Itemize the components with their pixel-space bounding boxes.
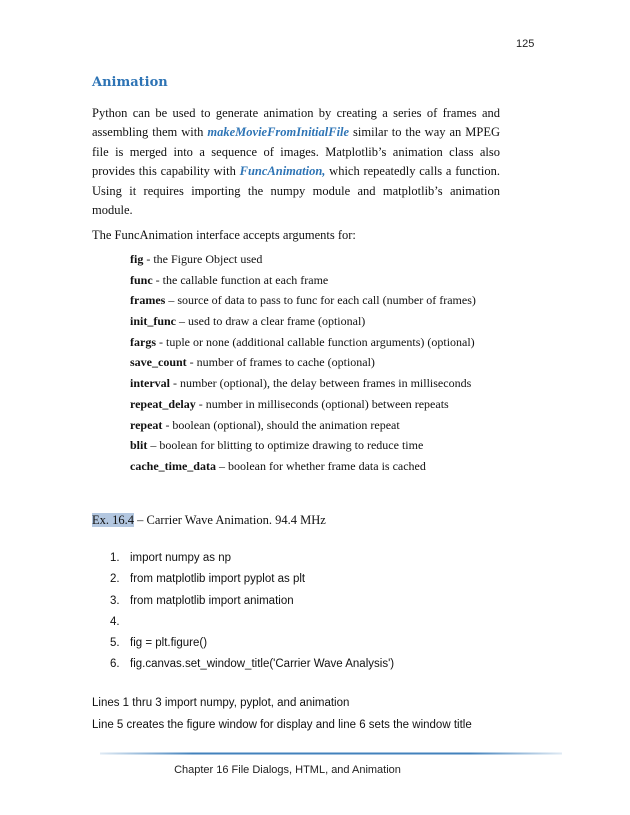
argument-desc: - the Figure Object used — [143, 252, 263, 266]
line-number: 4. — [110, 615, 120, 628]
argument-name: save_count — [130, 355, 187, 370]
argument-item — [130, 437, 476, 458]
example-caption — [92, 513, 326, 528]
intro-text-2: similar to the way an MPEG file is merged into a sequence of images. Matplotlib’s animation class also provides this capability with — [92, 125, 500, 179]
code-text: from matplotlib import pyplot as plt — [130, 573, 306, 586]
argument-desc: - boolean (optional), should the animation repeat — [162, 417, 400, 432]
code-line — [110, 656, 394, 677]
argument-item — [130, 354, 476, 375]
intro-emphasis-1: makeMovieFromInitialFile — [207, 125, 350, 140]
argument-name: fig — [130, 252, 144, 266]
code-line — [110, 550, 394, 571]
argument-item — [130, 417, 476, 438]
code-line — [110, 593, 394, 614]
argument-item — [130, 396, 476, 417]
code-line — [110, 571, 394, 592]
arguments-intro: The FuncAnimation interface accepts arguments for: — [92, 228, 356, 242]
argument-name: repeat — [130, 417, 163, 432]
argument-desc: - tuple or none (additional callable function arguments) (optional) — [156, 334, 475, 349]
intro-text-3: which repeatedly calls a function. Using it requires importing the numpy module and matplotlib’s animation module. — [92, 164, 500, 218]
argument-name: func — [130, 272, 153, 287]
argument-name: repeat_delay — [130, 396, 196, 411]
line-number: 2. — [110, 573, 120, 586]
line-number: 1. — [110, 552, 120, 564]
code-text: import numpy as np — [130, 552, 231, 564]
code-text: fig.canvas.set_window_title('Carrier Wave Analysis') — [130, 658, 395, 671]
intro-emphasis-2: FuncAnimation, — [239, 164, 326, 179]
argument-name: frames — [130, 293, 166, 308]
footer-divider — [100, 752, 562, 755]
code-notes — [92, 697, 472, 741]
intro-text-1: Python can be used to generate animation by creating a series of frames and assembling them with — [92, 106, 500, 140]
argument-item — [130, 375, 476, 396]
argument-item — [130, 251, 476, 272]
argument-item — [130, 292, 476, 313]
argument-desc: – boolean for blitting to optimize drawing to reduce time — [147, 438, 424, 453]
argument-item — [130, 458, 476, 479]
argument-name: interval — [130, 376, 170, 391]
code-text: fig = plt.figure() — [130, 637, 208, 650]
argument-desc: - number of frames to cache (optional) — [186, 355, 375, 370]
line-number: 6. — [110, 658, 120, 671]
arguments-list — [130, 251, 476, 479]
argument-item — [130, 272, 476, 293]
argument-name: cache_time_data — [130, 458, 216, 473]
argument-name: init_func — [130, 314, 177, 329]
page-number: 125 — [516, 38, 535, 50]
example-label: Ex. 16.4 — [92, 513, 135, 527]
note-line: Lines 1 thru 3 import numpy, pyplot, and animation — [92, 697, 350, 709]
argument-desc: – source of data to pass to func for each call (number of frames) — [165, 293, 476, 308]
line-number: 5. — [110, 637, 120, 650]
argument-name: blit — [130, 438, 148, 453]
argument-desc: - number (optional), the delay between frames in milliseconds — [170, 376, 472, 391]
line-number: 3. — [110, 594, 120, 607]
code-listing — [110, 550, 394, 678]
section-heading: Animation — [92, 75, 168, 90]
argument-desc: – used to draw a clear frame (optional) — [176, 314, 366, 329]
intro-paragraph — [92, 104, 500, 220]
example-title: – Carrier Wave Animation. 94.4 MHz — [134, 513, 326, 527]
code-text: from matplotlib import animation — [130, 594, 294, 607]
argument-desc: - number in milliseconds (optional) between repeats — [195, 396, 449, 411]
note-line: Line 5 creates the figure window for display and line 6 sets the window title — [92, 719, 472, 731]
code-line — [110, 614, 394, 635]
code-line — [110, 635, 394, 656]
argument-desc: – boolean for whether frame data is cached — [215, 458, 426, 473]
argument-item — [130, 313, 476, 334]
page-footer: Chapter 16 File Dialogs, HTML, and Animation — [174, 764, 401, 776]
argument-desc: - the callable function at each frame — [152, 272, 329, 287]
argument-item — [130, 334, 476, 355]
argument-name: fargs — [130, 334, 156, 349]
